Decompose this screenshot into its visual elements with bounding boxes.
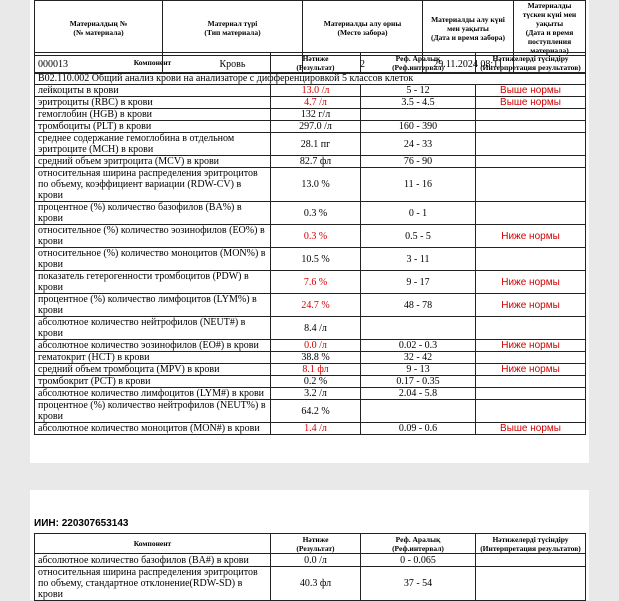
header-result-2: Нәтиже (Результат) bbox=[271, 534, 361, 554]
table-row bbox=[35, 364, 586, 376]
ref-interval-cell: 0.09 - 0.6 bbox=[361, 423, 476, 435]
table-row bbox=[35, 168, 586, 202]
section-title-row bbox=[35, 73, 586, 85]
ref-interval-cell: 9 - 17 bbox=[361, 271, 476, 294]
ref-interval-cell: 32 - 42 bbox=[361, 352, 476, 364]
ref-interval-cell: 3 - 11 bbox=[361, 248, 476, 271]
table-row bbox=[35, 248, 586, 271]
interpretation-cell: Выше нормы bbox=[476, 97, 586, 109]
header-received-date: Материалды түскен күні мен уақыты (Дата и время поступления материала) bbox=[514, 1, 586, 56]
component-cell: средний объем эритроцита (MCV) в крови bbox=[35, 156, 271, 168]
interpretation-cell bbox=[476, 317, 586, 340]
material-header-row bbox=[35, 1, 586, 56]
table-row bbox=[35, 376, 586, 388]
report-page-1 bbox=[30, 0, 589, 463]
interpretation-cell bbox=[476, 133, 586, 156]
interpretation-cell: Ниже нормы bbox=[476, 225, 586, 248]
component-cell: тромбокрит (PCT) в крови bbox=[35, 376, 271, 388]
table-row bbox=[35, 352, 586, 364]
component-cell: абсолютное количество моноцитов (MON#) в крови bbox=[35, 423, 271, 435]
table-row bbox=[35, 294, 586, 317]
component-cell: относительное (%) количество моноцитов (MON%) в крови bbox=[35, 248, 271, 271]
result-cell: 24.7 % bbox=[271, 294, 361, 317]
header-material-type: Материал түрі (Тип материала) bbox=[163, 1, 303, 56]
header-material-number: Материалдың № (№ материала) bbox=[35, 1, 163, 56]
interpretation-cell bbox=[476, 567, 586, 601]
component-cell: относительная ширина распределения эритроцитов по объему, коэффициент вариации (RDW-CV) в крови bbox=[35, 168, 271, 202]
component-cell: среднее содержание гемоглобина в отдельном эритроците (MCH) в крови bbox=[35, 133, 271, 156]
result-cell: 82.7 фл bbox=[271, 156, 361, 168]
component-cell: относительная ширина распределения эритроцитов по объему, стандартное отклонение(RDW-SD) в крови bbox=[35, 567, 271, 601]
ref-interval-cell: 160 - 390 bbox=[361, 121, 476, 133]
interpretation-cell bbox=[476, 248, 586, 271]
interpretation-cell: Ниже нормы bbox=[476, 364, 586, 376]
result-cell: 10.5 % bbox=[271, 248, 361, 271]
result-cell: 3.2 /л bbox=[271, 388, 361, 400]
result-cell: 1.4 /л bbox=[271, 423, 361, 435]
interpretation-cell: Ниже нормы bbox=[476, 271, 586, 294]
interpretation-cell: Ниже нормы bbox=[476, 340, 586, 352]
interpretation-cell bbox=[476, 202, 586, 225]
component-cell: гемоглобин (HGB) в крови bbox=[35, 109, 271, 121]
ref-interval-cell bbox=[361, 400, 476, 423]
result-cell: 38.8 % bbox=[271, 352, 361, 364]
header-collection-date: Материалды алу күні мен уақыты (Дата и время забора) bbox=[423, 1, 514, 56]
table-row bbox=[35, 317, 586, 340]
component-cell: абсолютное количество базофилов (BA#) в крови bbox=[35, 554, 271, 567]
results-header-row bbox=[35, 53, 586, 73]
header-component-2: Компонент bbox=[35, 534, 271, 554]
interpretation-cell bbox=[476, 121, 586, 133]
component-cell: эритроциты (RBC) в крови bbox=[35, 97, 271, 109]
result-cell: 8.1 фл bbox=[271, 364, 361, 376]
table-row bbox=[35, 85, 586, 97]
results-body-2 bbox=[35, 554, 586, 601]
table-row bbox=[35, 554, 586, 567]
component-cell: процентное (%) количество базофилов (BA%) в крови bbox=[35, 202, 271, 225]
header-collection-place: Материалды алу орны (Место забора) bbox=[303, 1, 423, 56]
header-component: Компонент bbox=[35, 53, 271, 73]
ref-interval-cell: 24 - 33 bbox=[361, 133, 476, 156]
component-cell: показатель гетерогенности тромбоцитов (PDW) в крови bbox=[35, 271, 271, 294]
table-row bbox=[35, 202, 586, 225]
ref-interval-cell: 3.5 - 4.5 bbox=[361, 97, 476, 109]
component-cell: процентное (%) количество нейтрофилов (NEUT%) в крови bbox=[35, 400, 271, 423]
interpretation-cell bbox=[476, 376, 586, 388]
material-number: 000013 bbox=[35, 56, 163, 74]
results-table bbox=[34, 52, 586, 435]
result-cell: 0.3 % bbox=[271, 202, 361, 225]
table-row bbox=[35, 388, 586, 400]
table-row bbox=[35, 133, 586, 156]
results-body bbox=[35, 85, 586, 435]
table-row bbox=[35, 423, 586, 435]
header-ref-interval-2: Реф. Аралық (Реф.интервал) bbox=[361, 534, 476, 554]
ref-interval-cell bbox=[361, 109, 476, 121]
table-row bbox=[35, 400, 586, 423]
table-row bbox=[35, 109, 586, 121]
interpretation-cell bbox=[476, 554, 586, 567]
table-row bbox=[35, 271, 586, 294]
ref-interval-cell: 2.04 - 5.8 bbox=[361, 388, 476, 400]
collection-date: 29.11.2024 08:11 bbox=[423, 56, 514, 74]
result-cell: 0.2 % bbox=[271, 376, 361, 388]
interpretation-cell bbox=[476, 400, 586, 423]
result-cell: 7.6 % bbox=[271, 271, 361, 294]
result-cell: 0.3 % bbox=[271, 225, 361, 248]
ref-interval-cell bbox=[361, 317, 476, 340]
interpretation-cell bbox=[476, 109, 586, 121]
ref-interval-cell: 76 - 90 bbox=[361, 156, 476, 168]
result-cell: 0.0 /л bbox=[271, 340, 361, 352]
ref-interval-cell: 0 - 0.065 bbox=[361, 554, 476, 567]
interpretation-cell bbox=[476, 388, 586, 400]
ref-interval-cell: 48 - 78 bbox=[361, 294, 476, 317]
header-result: Нәтиже (Результат) bbox=[271, 53, 361, 73]
result-cell: 13.0 % bbox=[271, 168, 361, 202]
result-cell: 8.4 /л bbox=[271, 317, 361, 340]
result-cell: 40.3 фл bbox=[271, 567, 361, 601]
collection-place: 2 bbox=[303, 56, 423, 74]
interpretation-cell bbox=[476, 352, 586, 364]
component-cell: абсолютное количество лимфоцитов (LYM#) в крови bbox=[35, 388, 271, 400]
interpretation-cell: Выше нормы bbox=[476, 85, 586, 97]
interpretation-cell: Ниже нормы bbox=[476, 294, 586, 317]
component-cell: относительное (%) количество эозинофилов (EO%) в крови bbox=[35, 225, 271, 248]
report-page-2 bbox=[30, 490, 589, 600]
interpretation-cell: Выше нормы bbox=[476, 423, 586, 435]
table-row bbox=[35, 340, 586, 352]
component-cell: тромбоциты (PLT) в крови bbox=[35, 121, 271, 133]
component-cell: процентное (%) количество лимфоцитов (LYM%) в крови bbox=[35, 294, 271, 317]
component-cell: абсолютное количество нейтрофилов (NEUT#) в крови bbox=[35, 317, 271, 340]
interpretation-cell bbox=[476, 156, 586, 168]
table-row bbox=[35, 121, 586, 133]
table-row bbox=[35, 567, 586, 601]
section-title: B02.110.002 Общий анализ крови на анализаторе с дифференцировкой 5 классов клеток bbox=[35, 73, 586, 85]
header-interpretation: Нәтижелерді түсіндіру (Интерпретация результатов) bbox=[476, 53, 586, 73]
result-cell: 13.0 /л bbox=[271, 85, 361, 97]
component-cell: средний объем тромбоцита (MPV) в крови bbox=[35, 364, 271, 376]
interpretation-cell bbox=[476, 168, 586, 202]
result-cell: 297.0 /л bbox=[271, 121, 361, 133]
component-cell: лейкоциты в крови bbox=[35, 85, 271, 97]
header-interpretation-2: Нәтижелерді түсіндіру (Интерпретация результатов) bbox=[476, 534, 586, 554]
ref-interval-cell: 37 - 54 bbox=[361, 567, 476, 601]
result-cell: 132 г/л bbox=[271, 109, 361, 121]
result-cell: 4.7 /л bbox=[271, 97, 361, 109]
results-table-2 bbox=[34, 533, 586, 601]
header-ref-interval: Реф. Аралық (Реф.интервал) bbox=[361, 53, 476, 73]
ref-interval-cell: 0.5 - 5 bbox=[361, 225, 476, 248]
result-cell: 28.1 пг bbox=[271, 133, 361, 156]
ref-interval-cell: 9 - 13 bbox=[361, 364, 476, 376]
table-row bbox=[35, 97, 586, 109]
component-cell: абсолютное количество эозинофилов (EO#) в крови bbox=[35, 340, 271, 352]
iin-label: ИИН: 220307653143 bbox=[34, 518, 129, 529]
ref-interval-cell: 0.17 - 0.35 bbox=[361, 376, 476, 388]
results-header-row-2 bbox=[35, 534, 586, 554]
ref-interval-cell: 0.02 - 0.3 bbox=[361, 340, 476, 352]
component-cell: гематокрит (HCT) в крови bbox=[35, 352, 271, 364]
table-row bbox=[35, 225, 586, 248]
ref-interval-cell: 11 - 16 bbox=[361, 168, 476, 202]
material-type: Кровь bbox=[163, 56, 303, 74]
result-cell: 0.0 /л bbox=[271, 554, 361, 567]
ref-interval-cell: 0 - 1 bbox=[361, 202, 476, 225]
ref-interval-cell: 5 - 12 bbox=[361, 85, 476, 97]
table-row bbox=[35, 156, 586, 168]
result-cell: 64.2 % bbox=[271, 400, 361, 423]
